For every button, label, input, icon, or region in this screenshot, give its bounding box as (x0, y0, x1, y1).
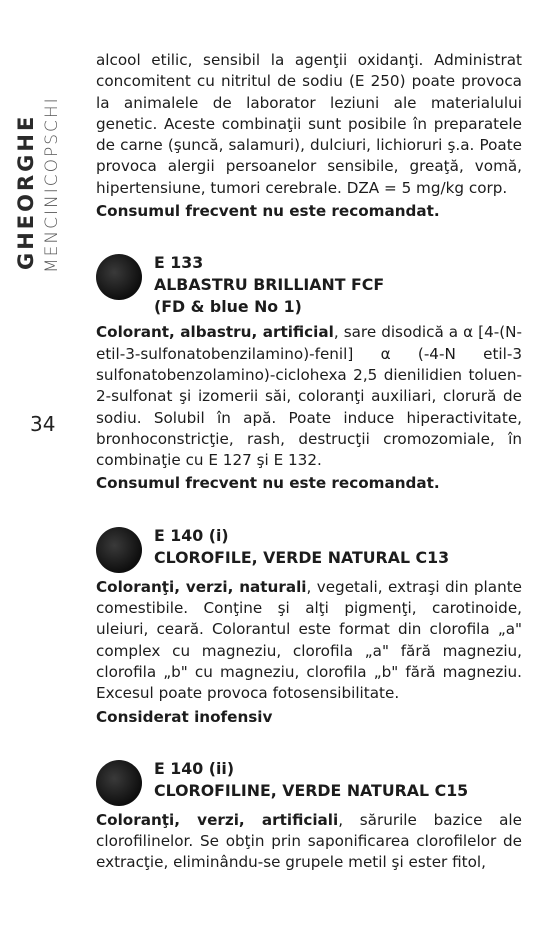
additive-entry (96, 252, 522, 494)
additive-body: , sărurile bazice ale clorofilinelor. Se obţin prin saponificarea clorofilelor de extracţie, eliminându-se grupele metil şi ester fitol, (96, 810, 522, 872)
additive-description (96, 322, 522, 471)
additive-lead: Colorant, albastru, artificial (96, 323, 334, 342)
additive-alias: (FD & blue No 1) (154, 297, 302, 317)
bullet-circle-icon (96, 254, 142, 300)
additive-code: E 140 (ii) (154, 758, 235, 778)
page-content (96, 50, 522, 874)
additive-description (96, 810, 522, 874)
page-number: 34 (30, 412, 56, 436)
additive-lead: Coloranţi, verzi, artificiali (96, 810, 339, 829)
intro-verdict: Consumul frecvent nu este recomandat. (96, 202, 440, 221)
additive-entry (96, 525, 522, 728)
additive-code: E 140 (i) (154, 525, 229, 545)
additive-verdict: Consumul frecvent nu este recomandat. (96, 474, 440, 493)
author-sidebar (12, 55, 72, 275)
intro-paragraph: alcool etilic, sensibil la agenţii oxidanţi. Administrat concomitent cu nitritul de sodiu (E 250) poate provoca la animalele de laborator leziuni ale materialului genetic. Aceste combinaţii sunt posibile în preparatele de carne (şuncă, salamuri), dulciuri, lichioruri ş.a. Poate provoca alergii persoanelor sensibile, greaţă, vomă, hipertensiune, tumori cerebrale. DZA = 5 mg/kg corp. (96, 51, 522, 197)
additive-name: CLOROFILINE, VERDE NATURAL C15 (154, 780, 469, 800)
additive-verdict: Considerat inofensiv (96, 707, 273, 726)
author-first-name: GHEORGHE (14, 113, 38, 270)
additive-name: CLOROFILE, VERDE NATURAL C13 (154, 547, 450, 567)
additive-entry (96, 758, 522, 874)
additive-code: E 133 (154, 253, 204, 273)
additive-description (96, 577, 522, 705)
author-last-name: MENCINICOPSCHI (42, 96, 62, 273)
bullet-circle-icon (96, 527, 142, 573)
bullet-circle-icon (96, 760, 142, 806)
additive-lead: Coloranţi, verzi, naturali (96, 577, 307, 596)
additive-body: , sare disodică a α [4-(N-etil-3-sulfonatobenzilamino)-fenil] α (-4-N etil-3 sulfonatobenzolamino)-ciclohexa 2,5 dienilidien toluen-2-sulfonat şi izomerii săi, coloranţi auxiliari, clorură de sodiu. Solubil în apă. Poate induce hiperactivitate, bronhoconstricţie, rash, destrucţii cromozomiale, în combinaţie cu E 127 şi E 132. (96, 323, 522, 470)
additive-name: ALBASTRU BRILLIANT FCF (154, 275, 385, 295)
additive-body: , vegetali, extraşi din plante comestibile. Conţine şi alţi pigmenţi, carotinoide, uleiuri, ceară. Colorantul este format din clorofila „a" complex cu magneziu, clorofila „a" fără magneziu, clorofila „b" cu magneziu, clorofila „b" fără magneziu. Excesul poate provoca fotosensibilitate. (96, 577, 523, 703)
